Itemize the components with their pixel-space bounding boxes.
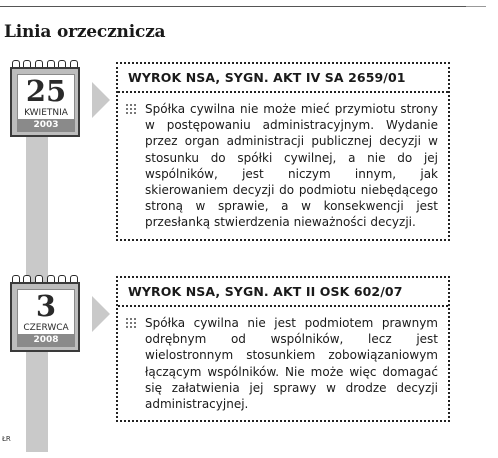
top-rule	[0, 6, 466, 7]
calendar-day: 25	[25, 74, 67, 108]
calendar-day: 3	[35, 289, 57, 323]
arrow-right-icon	[92, 82, 110, 118]
ruling-card-2	[116, 276, 450, 422]
arrow-right-icon	[92, 296, 110, 332]
page-title: Linia orzecznicza	[4, 22, 166, 42]
calendar-month: CZERWCA	[23, 323, 69, 333]
grid-bullet-icon	[126, 318, 136, 328]
author-credit: ŁR	[2, 435, 11, 443]
ruling-heading: WYROK NSA, SYGN. AKT II OSK 602/07	[118, 278, 448, 307]
calendar-icon-2003	[10, 60, 80, 138]
top-rule-end	[466, 6, 486, 7]
calendar-icon-2008	[10, 275, 80, 353]
calendar-year: 2008	[18, 334, 74, 346]
ruling-text: Spółka cywilna nie jest podmiotem prawnym odrębnym od wspólników, lecz jest wielostronnym stosunkiem zobowiązaniowym łączącym wspólników. Nie może więc domagać się załatwienia jej sprawy w drodze decyzji administracyjnej.	[145, 316, 438, 412]
calendar-year: 2003	[18, 119, 74, 131]
ruling-heading: WYROK NSA, SYGN. AKT IV SA 2659/01	[118, 64, 448, 93]
ruling-text: Spółka cywilna nie może mieć przymiotu strony w postępowaniu administracyjnym. Wydanie przez organ administracji publicznej decyzji w stosunku do spółki cywilnej, a nie do jej wspólników, jest niczym innym, jak skierowaniem decyzji do podmiotu niebędącego stroną w sprawie, a w konsekwencji jest przesłanką stwierdzenia nieważności decyzji.	[145, 102, 438, 230]
grid-bullet-icon	[126, 104, 136, 114]
calendar-month: KWIETNIA	[24, 108, 68, 118]
ruling-card-1	[116, 62, 450, 241]
